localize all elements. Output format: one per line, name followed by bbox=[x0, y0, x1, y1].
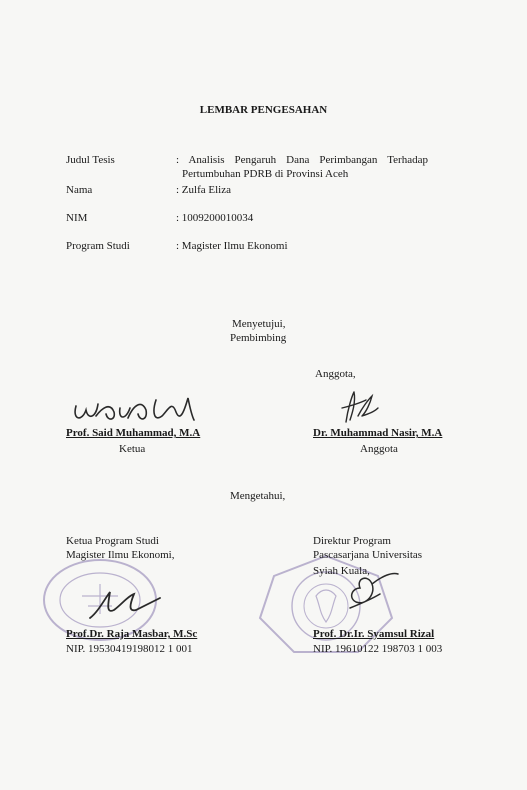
acknowledged-label: Mengetahui, bbox=[230, 490, 286, 502]
chair-name: Prof. Said Muhammad, M.A bbox=[66, 427, 201, 439]
approval-line1: Menyetujui, bbox=[232, 318, 286, 330]
official-right-position-line3: Syiah Kuala, bbox=[313, 565, 370, 577]
official-left-position-line1: Ketua Program Studi bbox=[66, 535, 159, 547]
signature-chair bbox=[68, 386, 208, 430]
official-left-position-line2: Magister Ilmu Ekonomi, bbox=[66, 549, 175, 561]
member-name: Dr. Muhammad Nasir, M.A bbox=[313, 427, 443, 439]
page-title: LEMBAR PENGESAHAN bbox=[199, 104, 328, 116]
field-label-thesis-title: Judul Tesis bbox=[66, 154, 115, 166]
program-head-nip: NIP. 19530419198012 1 001 bbox=[66, 643, 193, 655]
signature-program-head bbox=[84, 584, 166, 624]
approval-line2: Pembimbing bbox=[230, 332, 287, 344]
signature-director bbox=[330, 564, 410, 614]
director-nip: NIP. 19610122 198703 1 003 bbox=[313, 643, 443, 655]
chair-role: Ketua bbox=[119, 443, 146, 455]
member-label: Anggota, bbox=[315, 368, 356, 380]
official-right-position-line2: Pascasarjana Universitas bbox=[313, 549, 423, 561]
signature-member bbox=[332, 386, 384, 430]
field-value-thesis-title-line1: : Analisis Pengaruh Dana Perimbangan Terhadap bbox=[176, 154, 428, 166]
official-right-position-line1: Direktur Program bbox=[313, 535, 391, 547]
field-value-nim: : 1009200010034 bbox=[176, 212, 254, 224]
field-label-nim: NIM bbox=[66, 212, 88, 224]
field-value-name: : Zulfa Eliza bbox=[176, 184, 231, 196]
field-value-program: : Magister Ilmu Ekonomi bbox=[176, 240, 288, 252]
field-value-thesis-title-line2: Pertumbuhan PDRB di Provinsi Aceh bbox=[182, 168, 349, 180]
member-role: Anggota bbox=[360, 443, 398, 455]
director-name: Prof. Dr.Ir. Syamsul Rizal bbox=[313, 628, 435, 640]
field-label-program: Program Studi bbox=[66, 240, 130, 252]
program-head-name: Prof.Dr. Raja Masbar, M.Sc bbox=[66, 628, 198, 640]
field-label-name: Nama bbox=[66, 184, 93, 196]
